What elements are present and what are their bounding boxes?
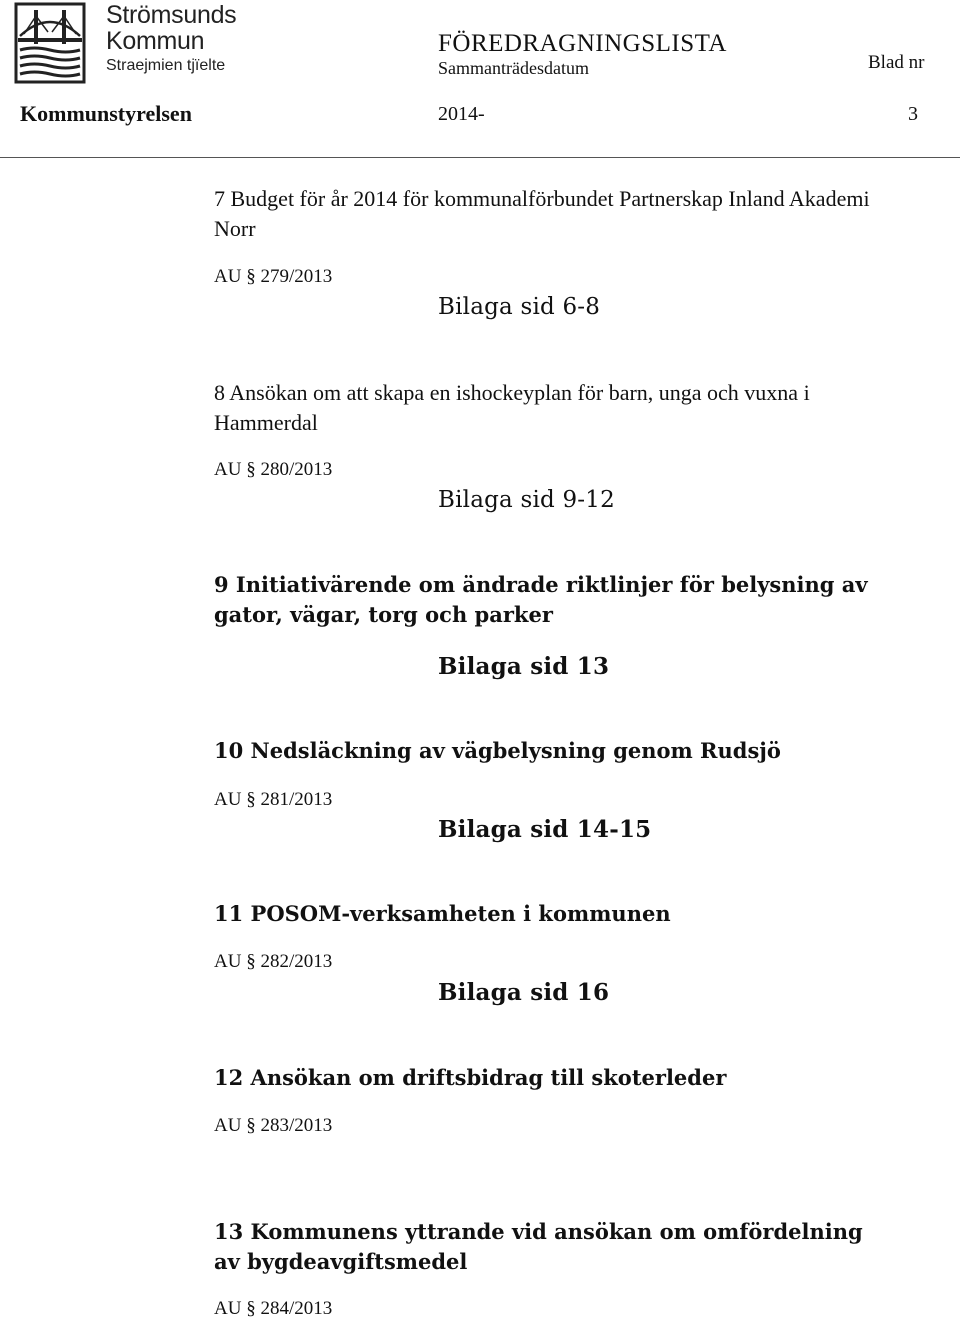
committee-name: Kommunstyrelsen	[20, 101, 192, 126]
agenda-item-title: 12 Ansökan om driftsbidrag till skoterleder	[214, 1065, 727, 1090]
header-divider	[0, 157, 960, 158]
meeting-date: 2014-	[438, 103, 485, 125]
agenda-item-title: 9 Initiativärende om ändrade riktlinjer för belysning av gator, vägar, torg och parker	[214, 572, 868, 627]
page-number: 3	[908, 103, 918, 125]
logo-line-2: Kommun	[106, 27, 205, 55]
logo-line-3: Straejmien tjïelte	[106, 57, 226, 74]
agenda-item-reference: AU § 280/2013	[214, 459, 333, 480]
logo-wordmark	[106, 2, 236, 76]
agenda-item-attachment: Bilaga sid 16	[438, 979, 610, 1006]
document-title: FÖREDRAGNINGSLISTA	[438, 30, 727, 57]
municipality-logo	[14, 0, 237, 86]
agenda-item-reference: AU § 284/2013	[214, 1298, 333, 1319]
logo-line-1: Strömsunds	[106, 1, 237, 29]
agenda-item-title: 13 Kommunens yttrande vid ansökan om omfördelning av bygdeavgiftsmedel	[214, 1219, 863, 1274]
agenda-item-reference: AU § 282/2013	[214, 951, 333, 972]
agenda-item-reference: AU § 279/2013	[214, 266, 333, 287]
agenda-item-attachment: Bilaga sid 9-12	[438, 487, 615, 513]
page-number-label: Blad nr	[868, 52, 925, 73]
agenda-item-attachment: Bilaga sid 14-15	[438, 816, 652, 843]
agenda-item-title: 8 Ansökan om att skapa en ishockeyplan för barn, unga och vuxna i Hammerdal	[214, 380, 810, 435]
agenda-item-reference: AU § 281/2013	[214, 789, 333, 810]
agenda-item-reference: AU § 283/2013	[214, 1115, 333, 1136]
agenda-item-attachment: Bilaga sid 13	[438, 653, 610, 680]
agenda-item-title: 11 POSOM-verksamheten i kommunen	[214, 901, 671, 926]
bridge-logo-icon	[14, 2, 86, 84]
meeting-date-label: Sammanträdesdatum	[438, 58, 589, 78]
agenda-item-title: 10 Nedsläckning av vägbelysning genom Rudsjö	[214, 738, 781, 763]
agenda-item-attachment: Bilaga sid 6-8	[438, 294, 601, 320]
agenda-item-title: 7 Budget för år 2014 för kommunalförbundet Partnerskap Inland Akademi Norr	[214, 186, 870, 241]
